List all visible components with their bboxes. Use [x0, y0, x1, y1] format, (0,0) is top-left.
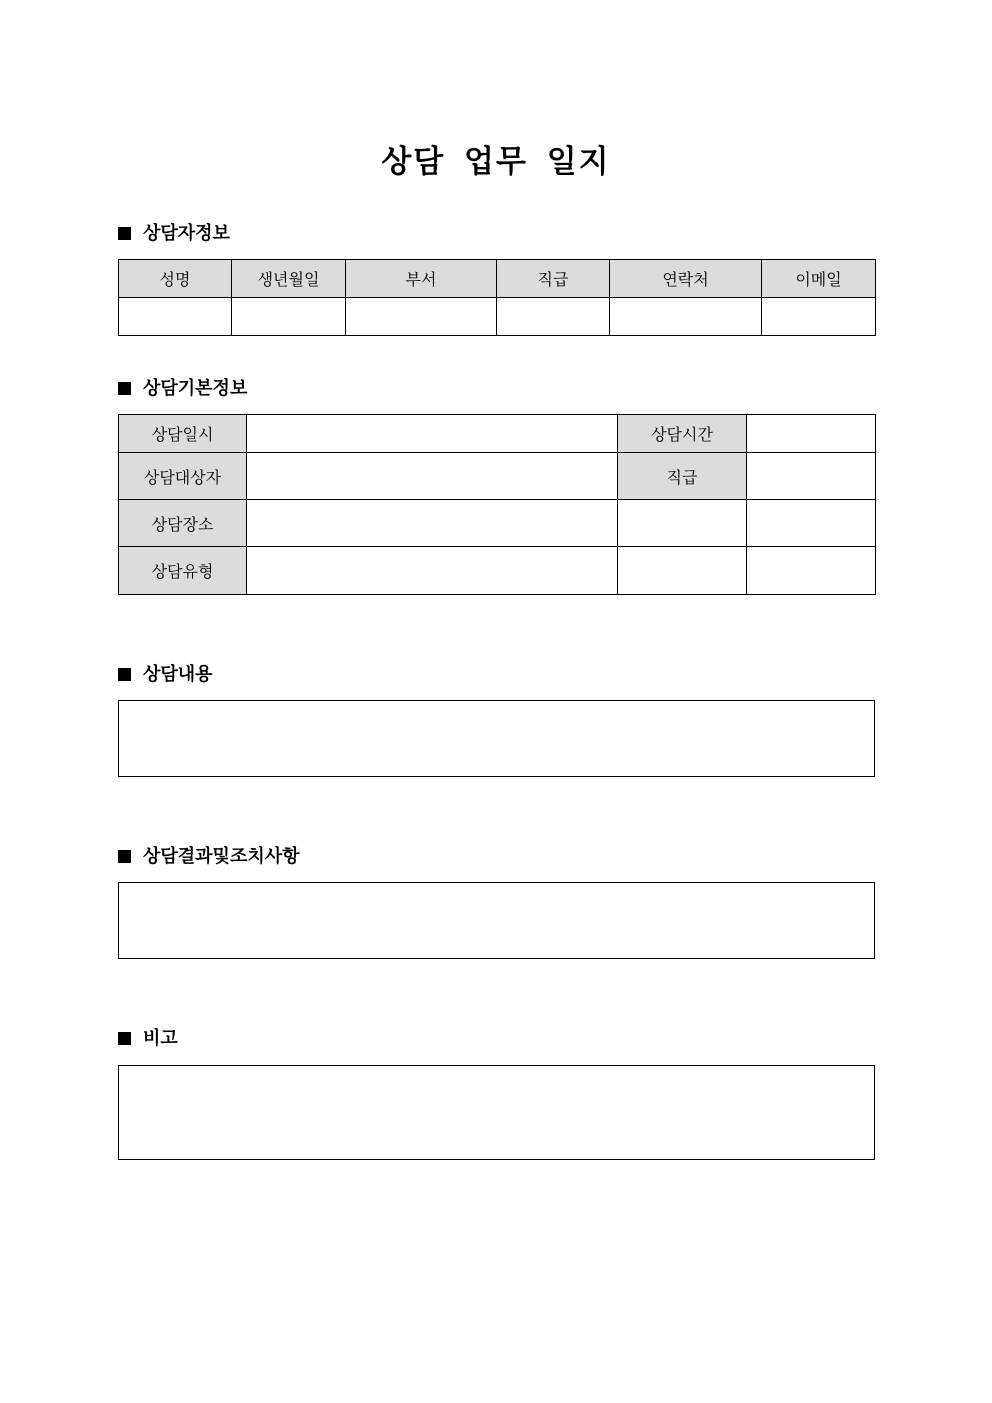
square-bullet-icon [118, 1032, 131, 1045]
empty-cell[interactable] [618, 500, 747, 547]
position-field[interactable] [497, 298, 610, 336]
column-header-department: 부서 [346, 260, 497, 298]
label-consult-datetime: 상담일시 [119, 415, 247, 453]
empty-cell[interactable] [618, 547, 747, 595]
column-header-birthdate: 생년월일 [232, 260, 346, 298]
consult-type-field[interactable] [247, 547, 618, 595]
section-heading-basic-info: 상담기본정보 [118, 377, 247, 401]
label-consult-type: 상담유형 [119, 547, 247, 595]
name-field[interactable] [119, 298, 232, 336]
square-bullet-icon [118, 227, 131, 240]
counselor-info-table [118, 259, 876, 336]
birthdate-field[interactable] [232, 298, 346, 336]
label-consult-target: 상담대상자 [119, 453, 247, 500]
label-consult-time: 상담시간 [618, 415, 747, 453]
department-field[interactable] [346, 298, 497, 336]
consult-content-box[interactable] [118, 700, 875, 777]
column-header-name: 성명 [119, 260, 232, 298]
remarks-box[interactable] [118, 1065, 875, 1160]
target-position-field[interactable] [747, 453, 876, 500]
column-header-contact: 연락처 [610, 260, 762, 298]
empty-cell[interactable] [747, 547, 876, 595]
section-heading-counselor-info: 상담자정보 [118, 222, 230, 246]
section-heading-result: 상담결과및조치사항 [118, 845, 300, 869]
square-bullet-icon [118, 668, 131, 681]
square-bullet-icon [118, 850, 131, 863]
email-field[interactable] [762, 298, 876, 336]
label-target-position: 직급 [618, 453, 747, 500]
column-header-position: 직급 [497, 260, 610, 298]
consult-time-field[interactable] [747, 415, 876, 453]
consult-target-field[interactable] [247, 453, 618, 500]
empty-cell[interactable] [747, 500, 876, 547]
square-bullet-icon [118, 382, 131, 395]
consult-place-field[interactable] [247, 500, 618, 547]
consult-result-box[interactable] [118, 882, 875, 959]
label-consult-place: 상담장소 [119, 500, 247, 547]
contact-field[interactable] [610, 298, 762, 336]
page-title: 상담 업무 일지 [381, 144, 611, 180]
consult-datetime-field[interactable] [247, 415, 618, 453]
column-header-email: 이메일 [762, 260, 876, 298]
section-heading-remarks: 비고 [118, 1027, 178, 1051]
basic-info-table [118, 414, 876, 595]
section-heading-content: 상담내용 [118, 663, 213, 687]
